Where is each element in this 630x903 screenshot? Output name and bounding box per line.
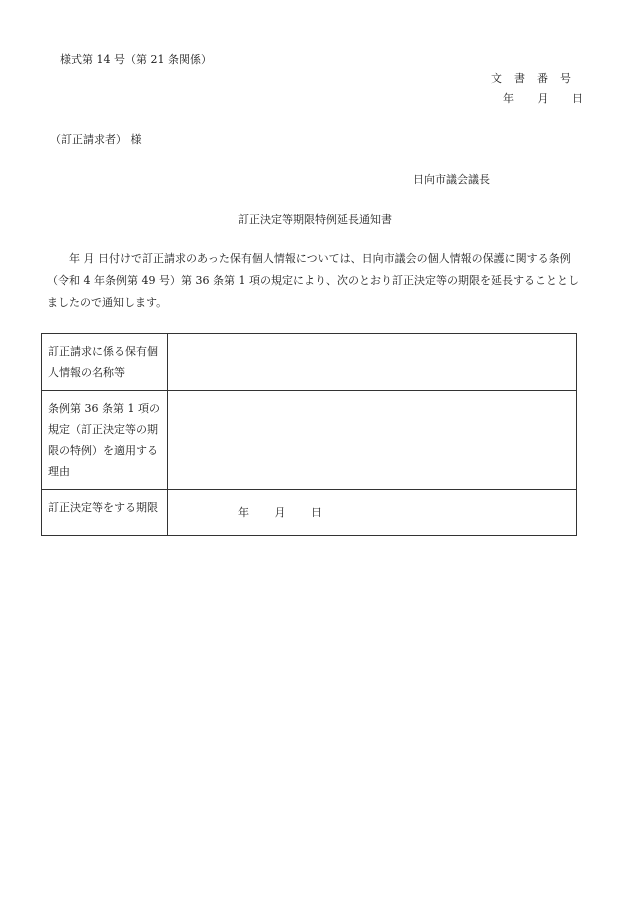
form-number-label: 様式第 14 号（第 21 条関係） <box>60 53 212 66</box>
table-row <box>42 391 577 490</box>
recipient-line: （訂正請求者） 様 <box>50 133 142 146</box>
document-title: 訂正決定等期限特例延長通知書 <box>238 213 392 226</box>
table-row <box>42 490 577 536</box>
body-paragraph: 年 月 日付けで訂正請求のあった保有個人情報については、日向市議会の個人情報の保護に関する条例（令和 4 年条例第 49 号）第 36 条第 1 項の規定により、次のとおり訂正決定等の期限を延長することとしましたので通知します。 <box>47 252 579 309</box>
row-value-deadline: 年 月 日 <box>168 490 577 536</box>
row-label-info-name: 訂正請求に係る保有個人情報の名称等 <box>42 334 168 391</box>
issuer-name: 日向市議会議長 <box>413 173 490 186</box>
row-value-reason <box>168 391 577 490</box>
document-date-label: 年 月 日 <box>503 92 583 105</box>
row-label-reason: 条例第 36 条第 1 項の規定（訂正決定等の期限の特例）を適用する理由 <box>42 391 168 490</box>
details-table <box>41 333 577 536</box>
table-row <box>42 334 577 391</box>
document-number-label: 文書番号 <box>491 72 583 85</box>
row-label-deadline: 訂正決定等をする期限 <box>42 490 168 536</box>
row-value-info-name <box>168 334 577 391</box>
